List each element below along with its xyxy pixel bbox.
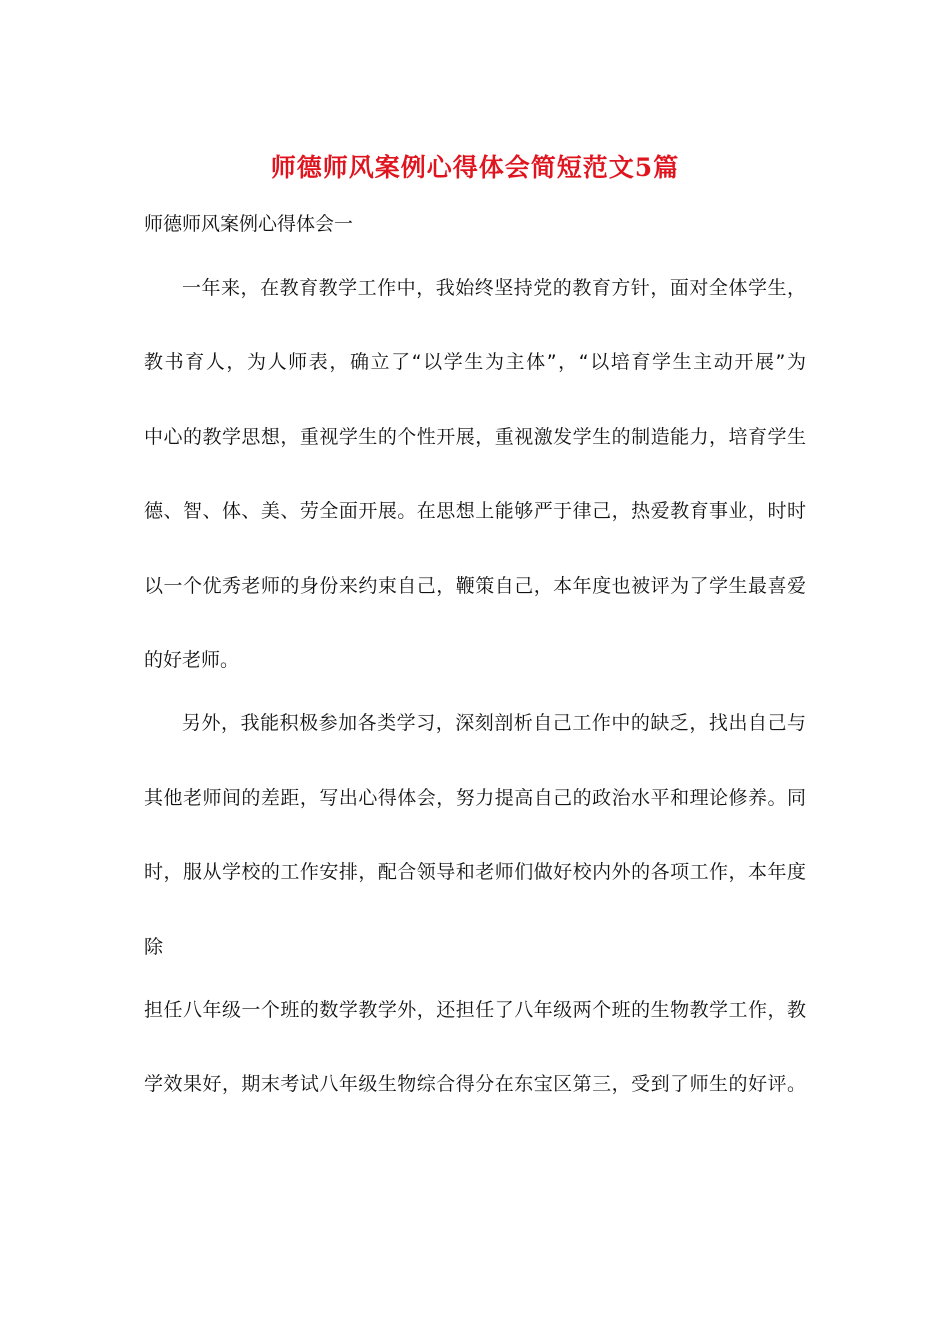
paragraph-line: 除 (144, 936, 164, 958)
paragraph-line: 的好老师。 (144, 649, 240, 671)
paragraph-line: 时，服从学校的工作安排，配合领导和老师们做好校内外的各项工作，本年度 (144, 861, 806, 883)
paragraph-line: 以一个优秀老师的身份来约束自己，鞭策自己，本年度也被评为了学生最喜爱 (144, 575, 806, 597)
paragraph-line: 教书育人，为人师表，确立了“以学生为主体”，“以培育学生主动开展”为 (144, 351, 806, 373)
paragraph-line: 一年来，在教育教学工作中，我始终坚持党的教育方针，面对全体学生， (182, 277, 806, 299)
section-heading: 师德师风案例心得体会一 (144, 213, 354, 235)
paragraph-line: 学效果好，期末考试八年级生物综合得分在东宝区第三，受到了师生的好评。 (144, 1073, 806, 1095)
paragraph-line: 另外，我能积极参加各类学习，深刻剖析自己工作中的缺乏，找出自己与 (182, 712, 806, 734)
paragraph-line: 德、智、体、美、劳全面开展。在思想上能够严于律己，热爱教育事业，时时 (144, 500, 806, 522)
paragraph-line: 中心的教学思想，重视学生的个性开展，重视激发学生的制造能力，培育学生 (144, 426, 806, 448)
paragraph-line: 担任八年级一个班的数学教学外，还担任了八年级两个班的生物教学工作，教 (144, 999, 806, 1021)
document-title: 师德师风案例心得体会简短范文5篇 (270, 153, 680, 182)
paragraph-line: 其他老师间的差距，写出心得体会，努力提高自己的政治水平和理论修养。同 (144, 787, 806, 809)
